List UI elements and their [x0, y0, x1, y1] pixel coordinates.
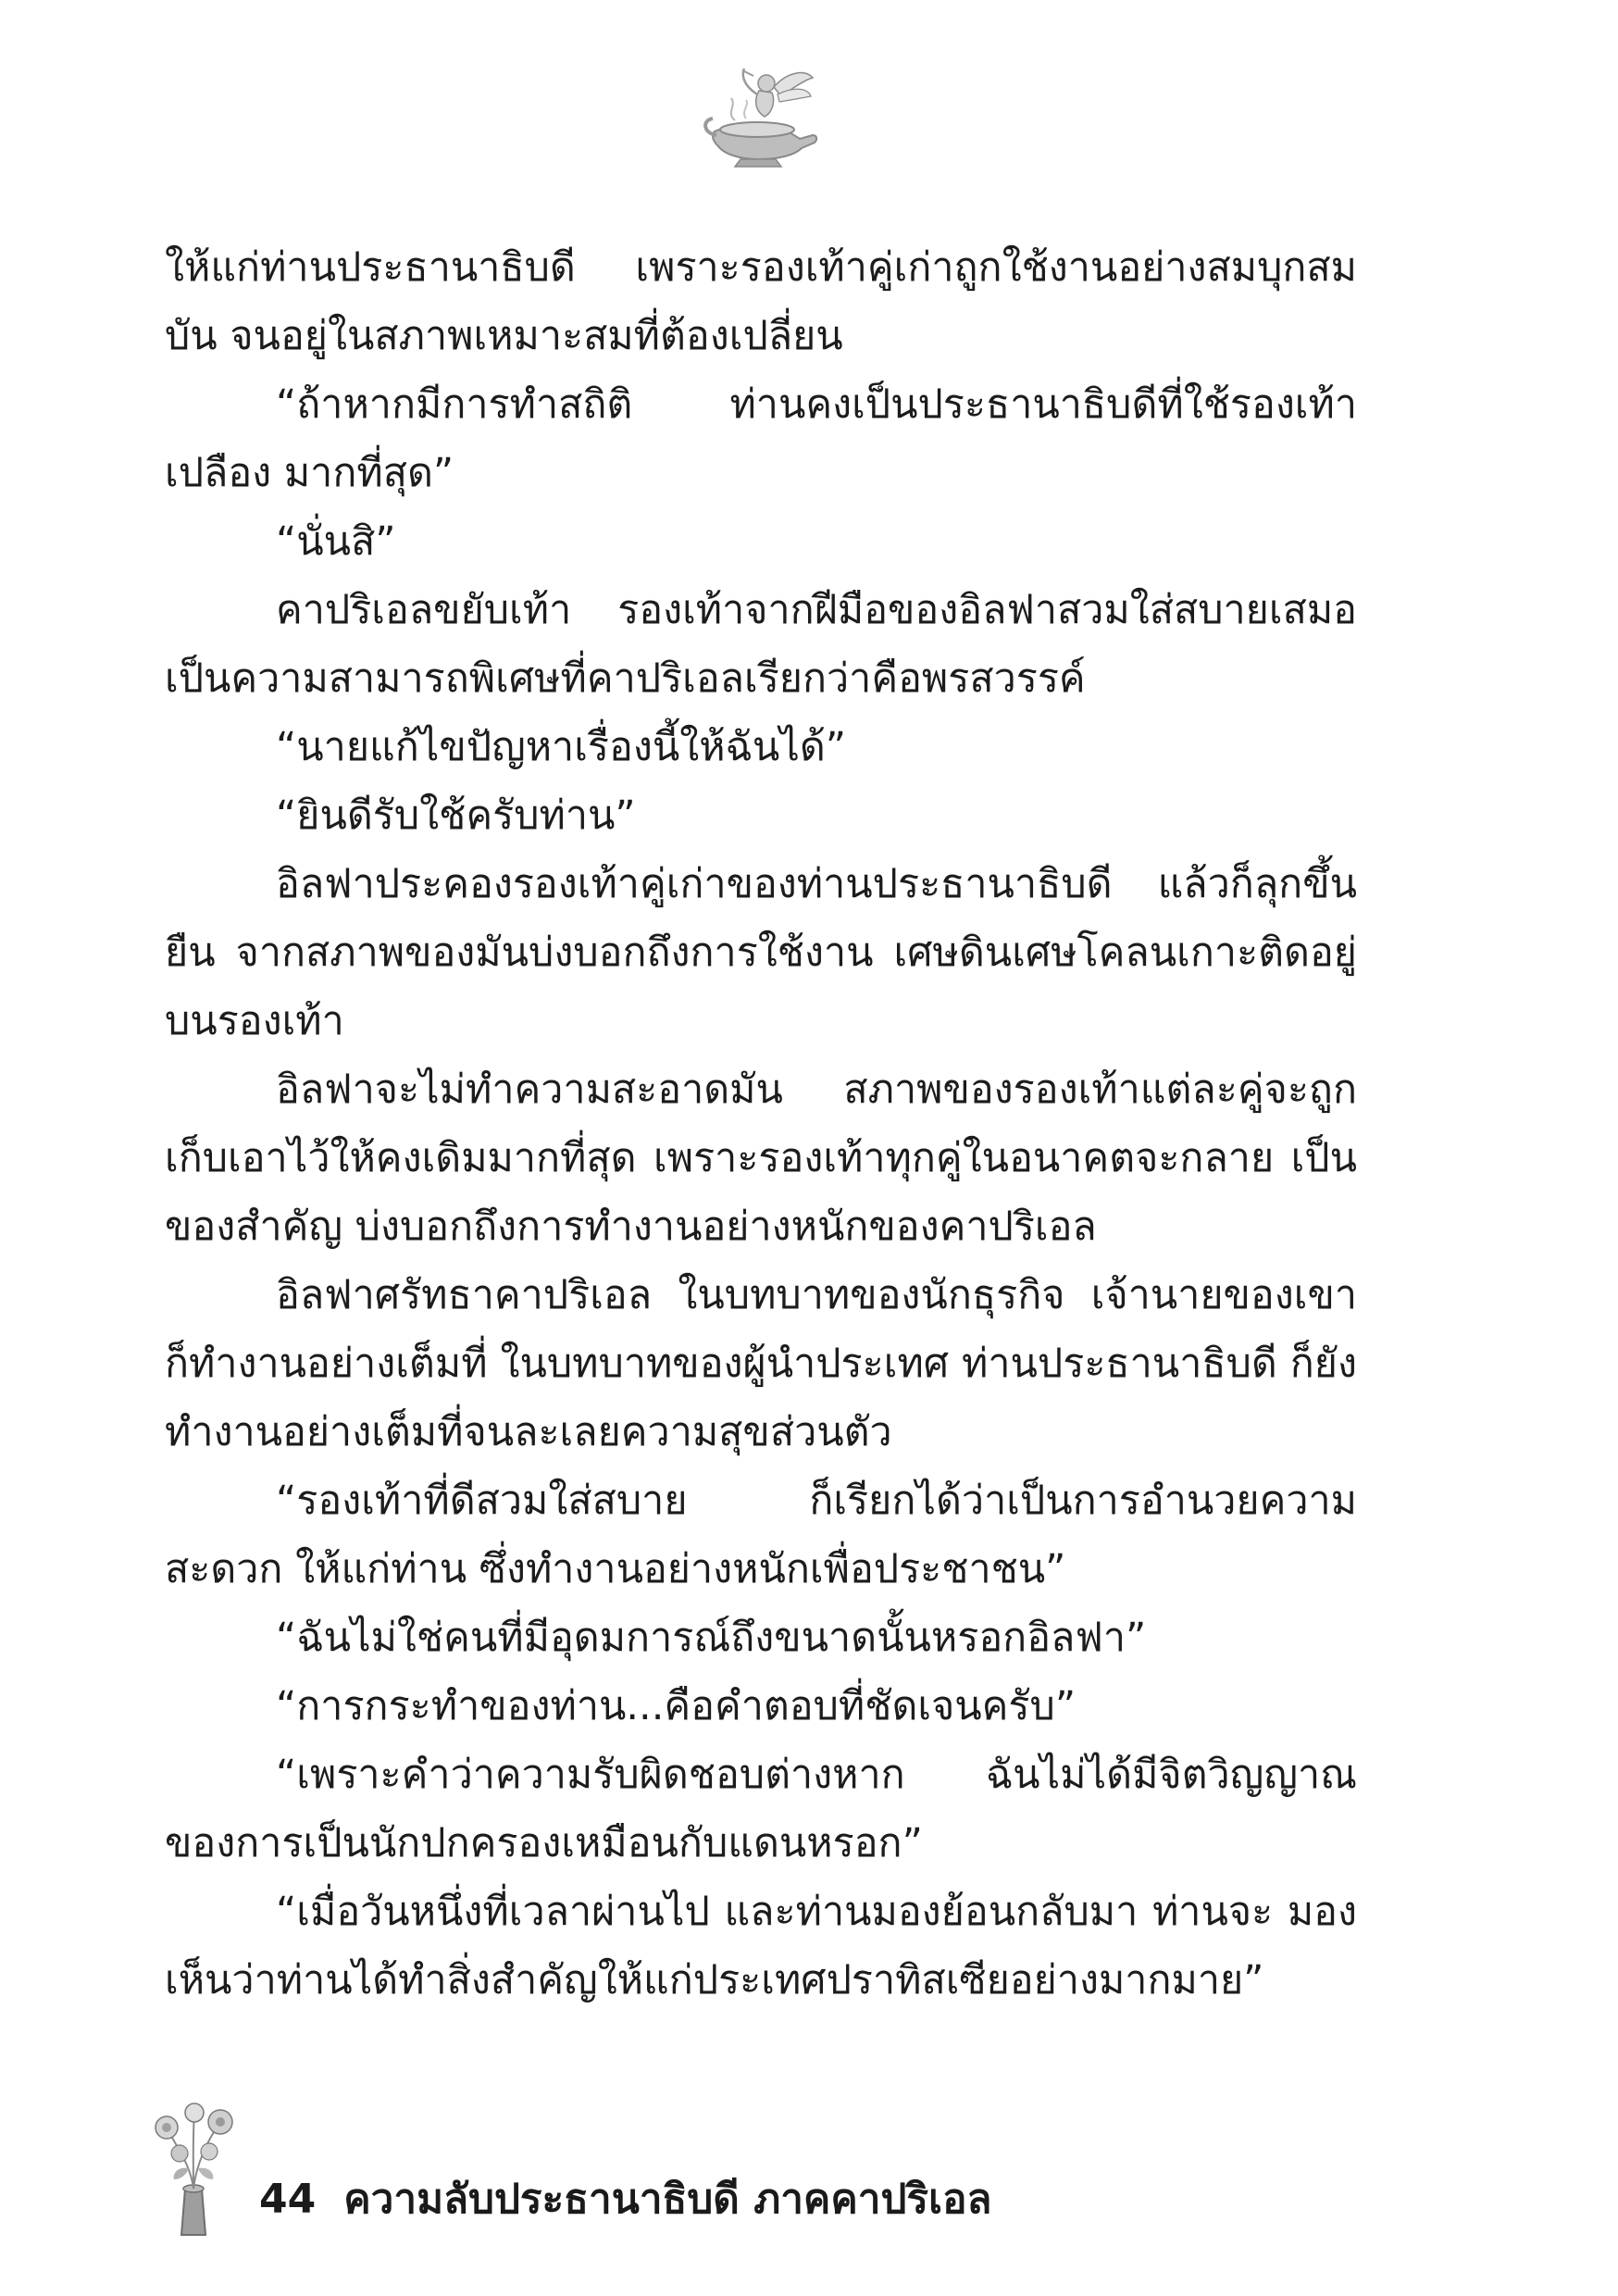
paragraph: “นั่นสิ” — [276, 518, 396, 565]
paragraph: “นายแก้ไขปัญหาเรื่องนี้ให้ฉันได้” — [276, 724, 847, 770]
chapter-body — [165, 233, 1357, 2015]
page-footer — [148, 2100, 1259, 2248]
paragraph: อิลฟาประคองรองเท้าคู่เก่าของท่านประธานาธิบดี แล้วก็ลุกขึ้นยืน จากสภาพของมันบ่งบอกถึงการใช้งาน เศษดินเศษโคลนเกาะติดอยู่ บนรองเท้า — [165, 861, 1357, 1044]
paragraph: “ฉันไม่ใช่คนที่มีอุดมการณ์ถึงขนาดนั้นหรอกอิลฟา” — [276, 1615, 1147, 1661]
paragraph: “เมื่อวันหนึ่งที่เวลาผ่านไป และท่านมองย้อนกลับมา ท่านจะ มองเห็นว่าท่านได้ทำสิ่งสำคัญให้แก่ประเทศปราทิสเซียอย่างมากมาย” — [165, 1889, 1357, 2003]
book-title: ความลับประธานาธิบดี ภาคคาปริเอล — [343, 2176, 992, 2223]
paragraph: “รองเท้าที่ดีสวมใส่สบาย ก็เรียกได้ว่าเป็นการอำนวยความสะดวก ให้แก่ท่าน ซึ่งทำงานอย่างหนักเพื่อประชาชน” — [165, 1478, 1357, 1592]
paragraph: “การกระทำของท่าน...คือคำตอบที่ชัดเจนครับ” — [276, 1683, 1077, 1729]
paragraph: อิลฟาศรัทธาคาปริเอล ในบทบาทของนักธุรกิจ เจ้านายของเขา ก็ทำงานอย่างเต็มที่ ในบทบาทของผู้นำประเทศ ท่านประธานาธิบดี ก็ยังทำงานอย่างเต็มที่จนละเลยความสุขส่วนตัว — [165, 1272, 1357, 1455]
paragraph: อิลฟาจะไม่ทำความสะอาดมัน สภาพของรองเท้าแต่ละคู่จะถูก เก็บเอาไว้ให้คงเดิมมากที่สุด เพราะรองเท้าทุกคู่ในอนาคตจะกลาย เป็นของสำคัญ บ่งบอกถึงการทำงานอย่างหนักของคาปริเอล — [165, 1067, 1357, 1250]
cherub-teapot-icon — [698, 59, 828, 170]
paragraph: “เพราะคำว่าความรับผิดชอบต่างหาก ฉันไม่ได้มีจิตวิญญาณ ของการเป็นนักปกครองเหมือนกับแดนหรอก” — [165, 1752, 1357, 1866]
paragraph: “ยินดีรับใช้ครับท่าน” — [276, 792, 636, 839]
page-number: 44 — [259, 2176, 317, 2223]
paragraph: ให้แก่ท่านประธานาธิบดี เพราะรองเท้าคู่เก่าถูกใช้งานอย่างสมบุกสมบัน จนอยู่ในสภาพเหมาะสมที่ต้องเปลี่ยน — [165, 244, 1357, 359]
paragraph: “ถ้าหากมีการทำสถิติ ท่านคงเป็นประธานาธิบดีที่ใช้รองเท้าเปลือง มากที่สุด” — [165, 381, 1357, 496]
paragraph: คาปริเอลขยับเท้า รองเท้าจากฝีมือของอิลฟาสวมใส่สบายเสมอ เป็นความสามารถพิเศษที่คาปริเอลเรียกว่าคือพรสวรรค์ — [165, 587, 1357, 702]
footer-caption — [259, 2174, 991, 2226]
flower-vase-icon — [148, 2100, 250, 2239]
